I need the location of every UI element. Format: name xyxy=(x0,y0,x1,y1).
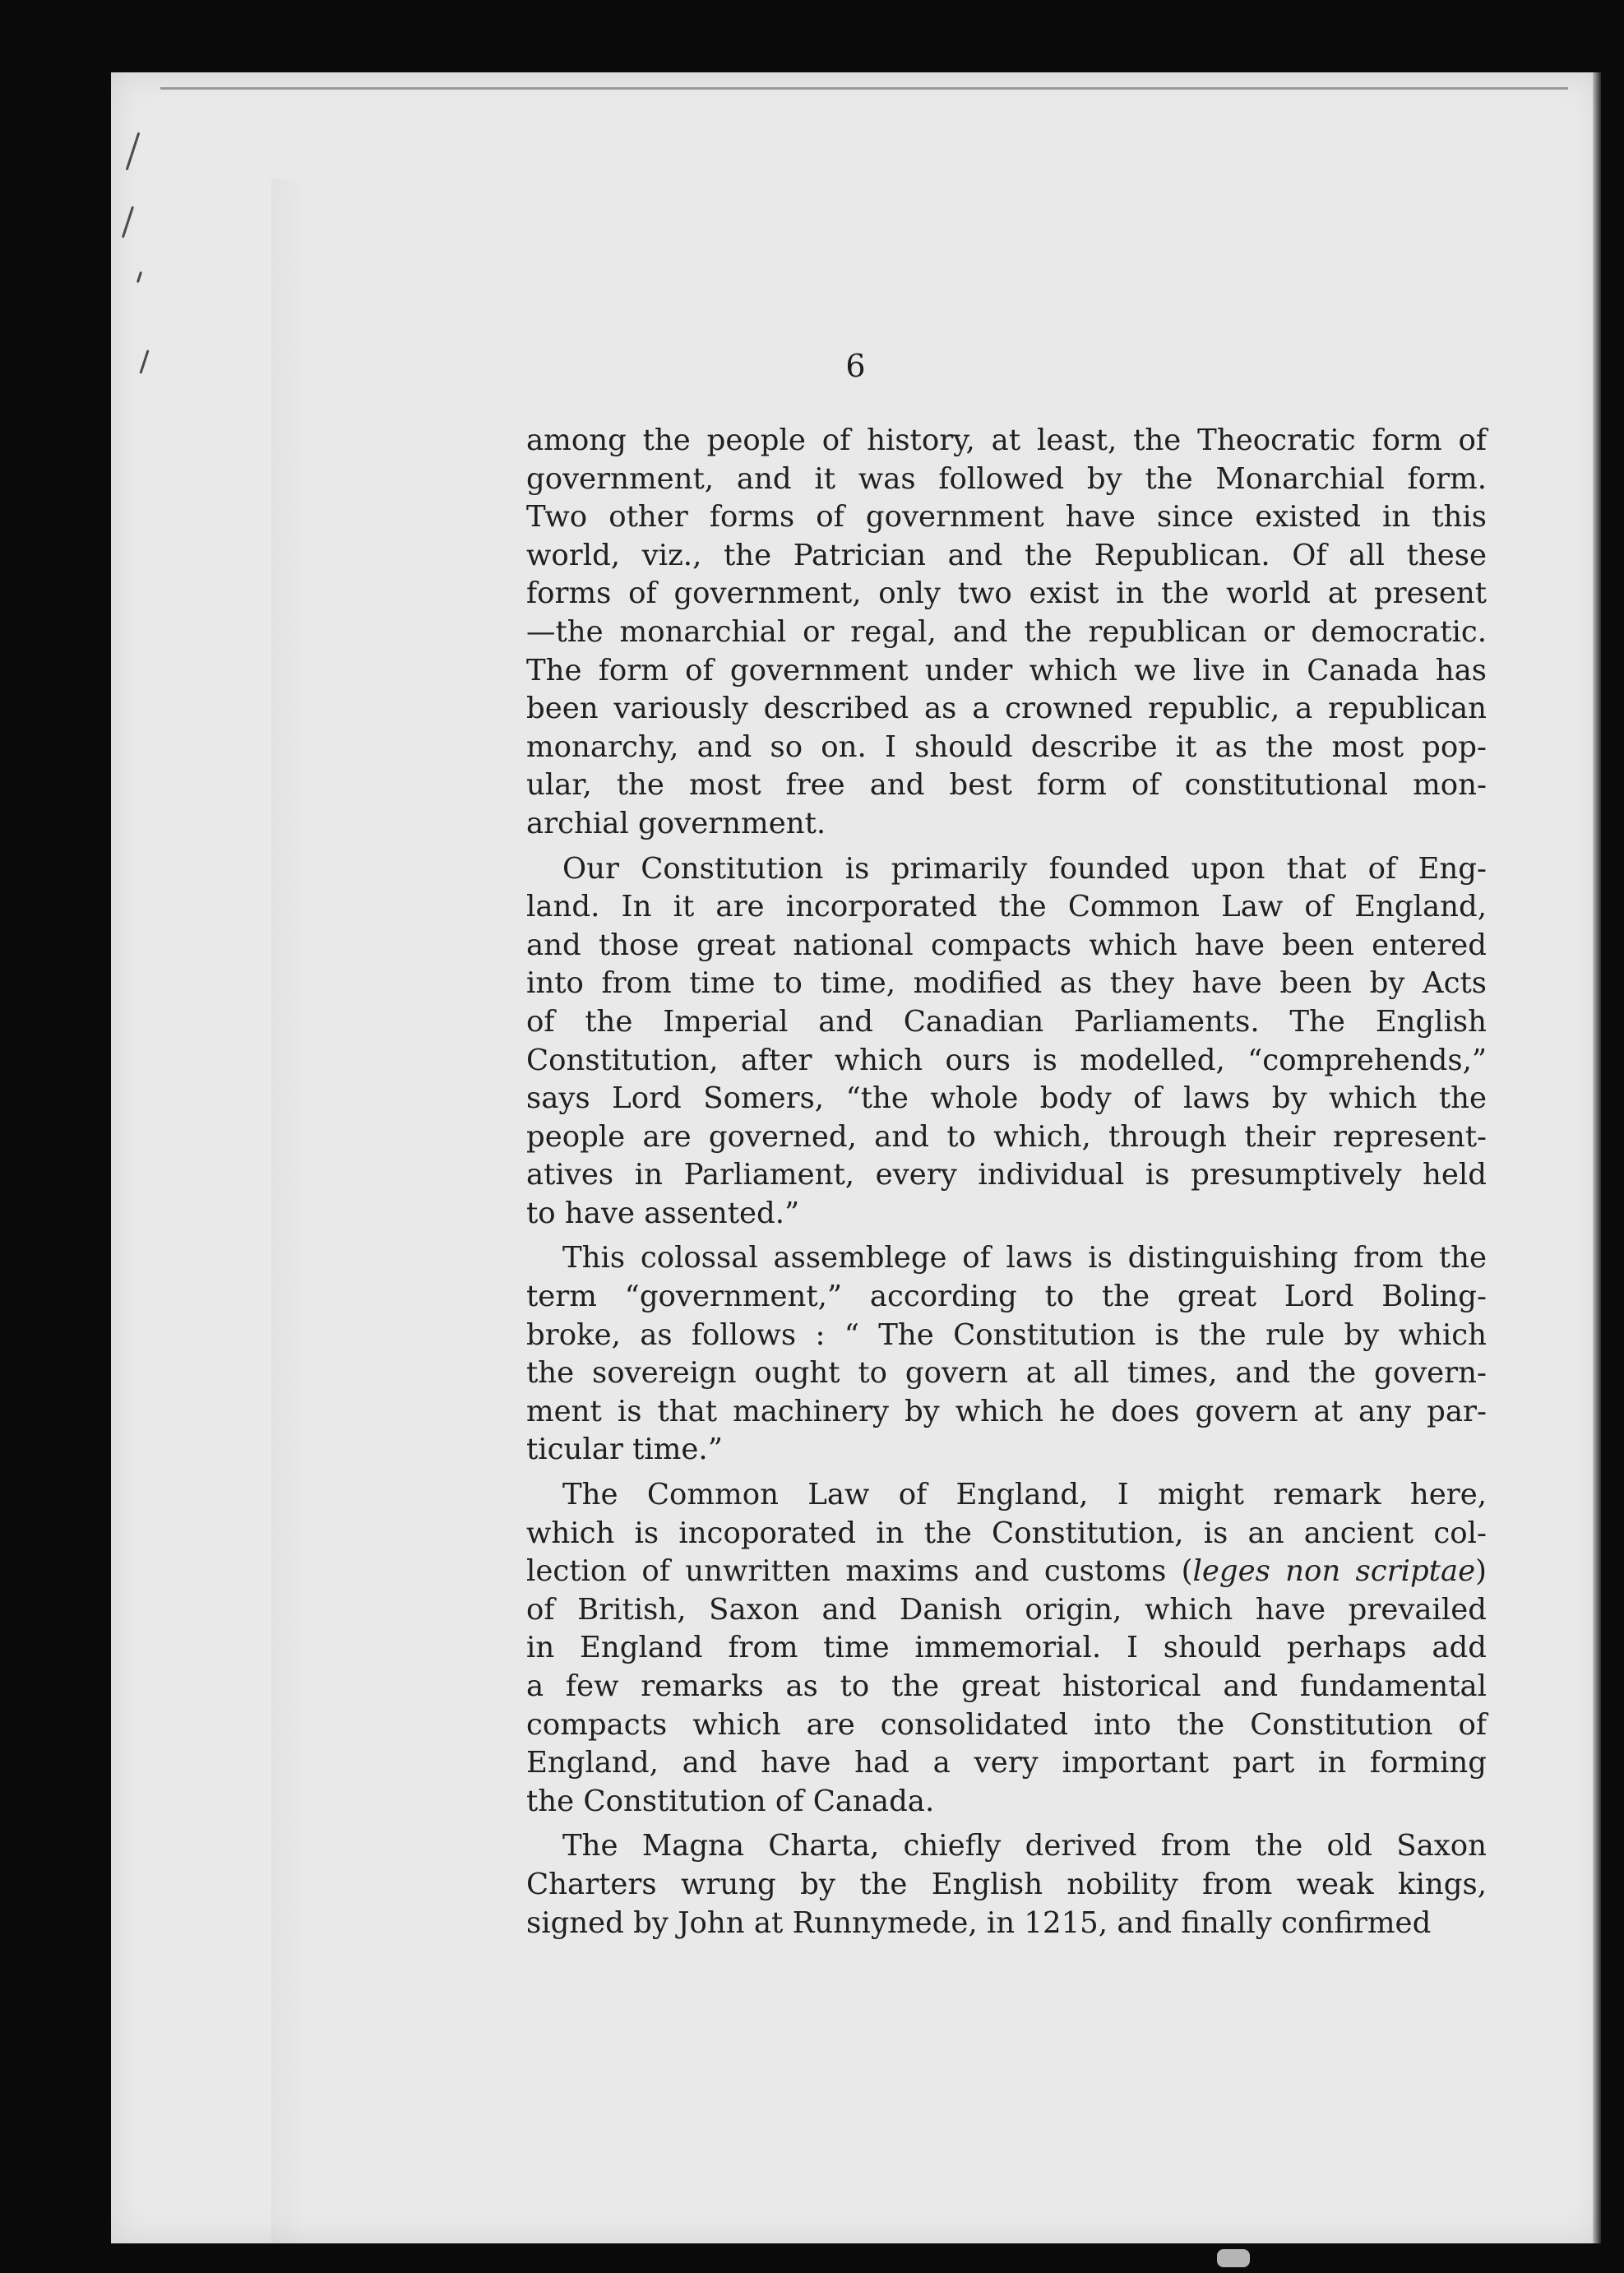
text-line: —the monarchial or regal, and the republican or democratic. xyxy=(526,614,1487,649)
text-line: The form of government under which we live in Canada has xyxy=(526,653,1487,687)
paragraph-gap xyxy=(526,1821,1487,1827)
text-line: of British, Saxon and Danish origin, which have prevailed xyxy=(526,1592,1487,1627)
text-line: says Lord Somers, “the whole body of laws by which the xyxy=(526,1081,1487,1116)
text-line: This colossal assemblege of laws is distinguishing from the xyxy=(562,1241,1487,1275)
text-line: ular, the most free and best form of constitutional mon- xyxy=(526,768,1487,803)
text-line: forms of government, only two exist in the world at present xyxy=(526,576,1487,611)
text-line: broke, as follows : “ The Constitution is the rule by which xyxy=(526,1317,1487,1352)
paragraph xyxy=(526,422,1487,844)
margin-pencil-marks xyxy=(123,132,173,395)
text-line: Our Constitution is primarily founded upon that of Eng- xyxy=(562,851,1487,886)
page-number: 6 xyxy=(845,348,867,384)
text-line: ticular time.” xyxy=(526,1433,723,1467)
text-line: people are governed, and to which, through their represent- xyxy=(526,1119,1487,1154)
body-text xyxy=(526,422,1487,1942)
text-line: among the people of history, at least, the Theocratic form of xyxy=(526,424,1487,457)
text-line: The Magna Charta, chiefly derived from the old Saxon xyxy=(562,1829,1487,1863)
paragraph xyxy=(526,1239,1487,1470)
text-line: ment is that machinery by which he does govern at any par- xyxy=(526,1394,1487,1428)
scanned-page xyxy=(111,72,1601,2243)
bottom-edge-smudge xyxy=(1217,2249,1250,2267)
paragraph xyxy=(526,1476,1487,1821)
text-line: to have assented.” xyxy=(526,1196,800,1230)
text-line: atives in Parliament, every individual is presumptively held xyxy=(526,1158,1487,1192)
text-line: in England from time immemorial. I should perhaps add xyxy=(526,1631,1487,1665)
text-line: lection of unwritten maxims and customs (leges non scriptae) xyxy=(526,1554,1487,1589)
text-line: world, viz., the Patrician and the Republican. Of all these xyxy=(526,538,1487,572)
text-line: Constitution, after which ours is modelled, “comprehends,” xyxy=(526,1043,1487,1077)
text-line: and those great national compacts which have been entered xyxy=(526,928,1487,962)
paragraph-gap xyxy=(526,844,1487,850)
paragraph-gap xyxy=(526,1470,1487,1476)
paragraph xyxy=(526,850,1487,1234)
text-line: signed by John at Runnymede, in 1215, and finally confirmed xyxy=(526,1905,1432,1940)
text-line: England, and have had a very important part in forming xyxy=(526,1746,1487,1780)
text-line: into from time to time, modified as they have been by Acts xyxy=(526,966,1487,1001)
italic-phrase: leges non scriptae xyxy=(1192,1554,1476,1589)
text-line: been variously described as a crowned republic, a republican xyxy=(526,692,1487,726)
text-line: The Common Law of England, I might remark here, xyxy=(562,1478,1487,1512)
text-line: land. In it are incorporated the Common Law of England, xyxy=(526,890,1487,924)
paragraph-gap xyxy=(526,1233,1487,1239)
text-line: monarchy, and so on. I should describe it as the most pop- xyxy=(526,729,1487,764)
text-line: term “government,” according to the great Lord Boling- xyxy=(526,1280,1487,1314)
paragraph xyxy=(526,1827,1487,1942)
text-line: archial government. xyxy=(526,806,826,840)
text-line: a few remarks as to the great historical and fundamental xyxy=(526,1669,1487,1703)
text-line: of the Imperial and Canadian Parliaments. The English xyxy=(526,1004,1487,1039)
page-fold-shadow xyxy=(271,179,304,2268)
text-line: Charters wrung by the English nobility from weak kings, xyxy=(526,1867,1487,1901)
text-line: the Constitution of Canada. xyxy=(526,1784,935,1818)
text-line: compacts which are consolidated into the Constitution of xyxy=(526,1707,1487,1742)
text-line: Two other forms of government have since existed in this xyxy=(526,500,1487,535)
text-line: which is incoporated in the Constitution, is an ancient col- xyxy=(526,1516,1487,1550)
text-line: government, and it was followed by the Monarchial form. xyxy=(526,461,1487,496)
text-line: the sovereign ought to govern at all times, and the govern- xyxy=(526,1356,1487,1391)
